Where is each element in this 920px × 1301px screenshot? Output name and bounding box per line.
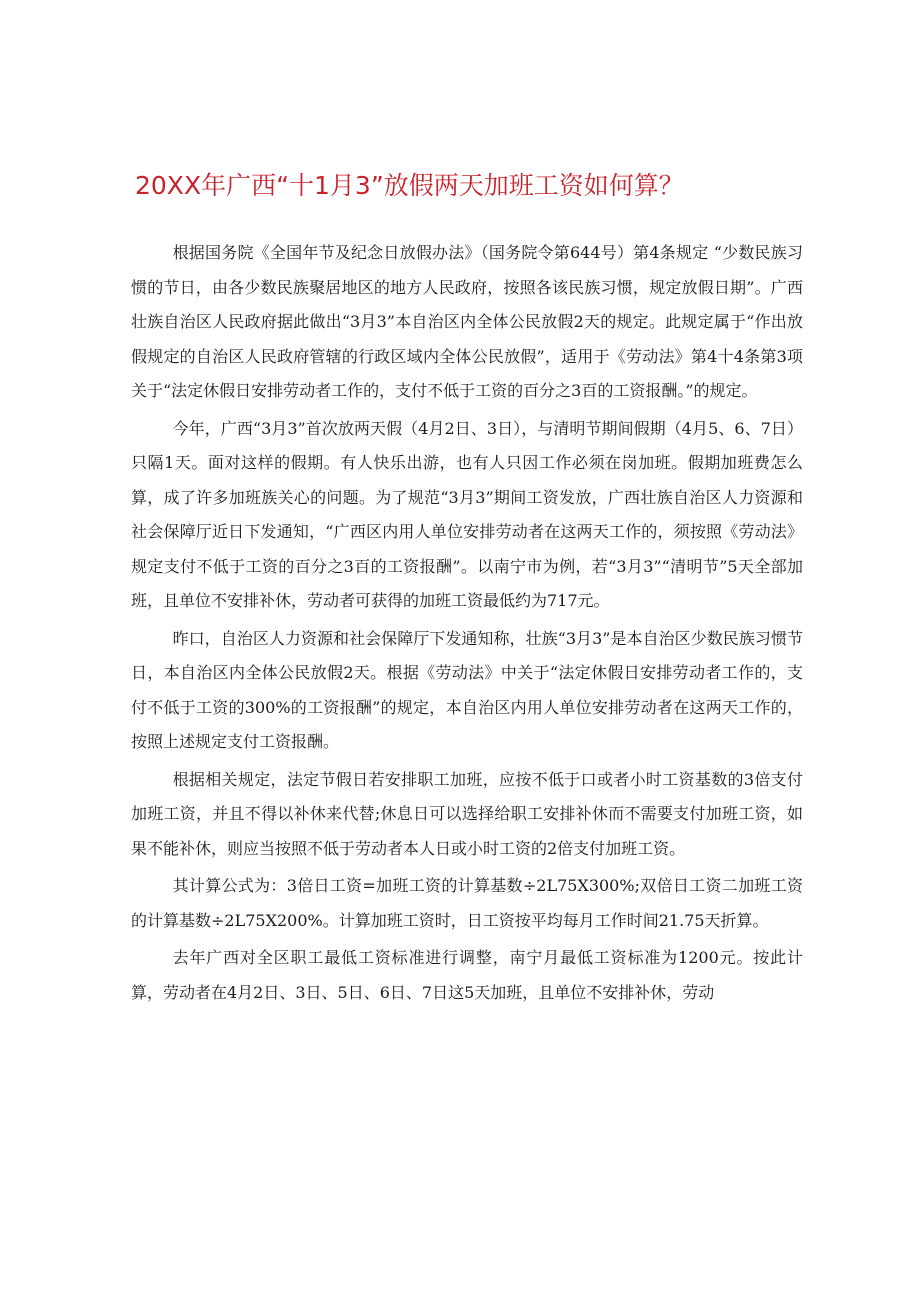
paragraph: 去年广西对全区职工最低工资标准进行调整，南宁月最低工资标准为1200元。按此计算，劳动者在4月2日、3日、5日、6日、7日这5天加班，且单位不安排补休，劳动 xyxy=(131,948,803,1002)
paragraph: 今年，广西“3月3”首次放两天假（4月2日、3日），与清明节期间假期（4月5、6、7日）只隔1天。面对这样的假期。有人快乐出游，也有人只因工作必须在岗加班。假期加班费怎么算，成了许多加班族关心的问题。为了规范“3月3”期间工资发放，广西壮族自治区人力资源和社会保障厅近日下发通知，“广西区内用人单位安排劳动者在这两天工作的，须按照《劳动法》规定支付不低于工资的百分之3百的工资报酬”。以南宁市为例，若“3月3”“清明节”5天全部加班，且单位不安排补休，劳动者可获得的加班工资最低约为717元。 xyxy=(131,418,803,610)
paragraph: 其计算公式为：3倍日工资=加班工资的计算基数÷2L75X300%;双倍日工资二加班工资的计算基数÷2L75X200%。计算加班工资时，日工资按平均每月工作时间21.75天折算。 xyxy=(131,876,803,930)
document-body xyxy=(131,236,803,1013)
paragraph: 根据相关规定，法定节假日若安排职工加班，应按不低于口或者小时工资基数的3倍支付加班工资，并且不得以补休来代替;休息日可以选择给职工安排补休而不需要支付加班工资，如果不能补休，则应当按照不低于劳动者本人日或小时工资的2倍支付加班工资。 xyxy=(131,769,803,858)
paragraph: 根据国务院《全国年节及纪念日放假办法》（国务院令第644号）第4条规定 “少数民族习惯的节日，由各少数民族聚居地区的地方人民政府，按照各该民族习惯，规定放假日期”。广西壮族自治区人民政府据此做出“3月3”本自治区内全体公民放假2天的规定。此规定属于“作出放假规定的自治区人民政府管辖的行政区域内全体公民放假”，适用于《劳动法》第4十4条第3项关于“法定休假日安排劳动者工作的，支付不低于工资的百分之3百的工资报酬。”的规定。 xyxy=(131,243,803,400)
document-title: 20XX年广西“十1月3”放假两天加班工资如何算？ xyxy=(135,171,684,200)
paragraph: 昨口，自治区人力资源和社会保障厅下发通知称，壮族“3月3”是本自治区少数民族习惯节日，本自治区内全体公民放假2天。根据《劳动法》中关于“法定休假日安排劳动者工作的，支付不低于工资的300%的工资报酬”的规定，本自治区内用人单位安排劳动者在这两天工作的，按照上述规定支付工资报酬。 xyxy=(131,628,803,751)
